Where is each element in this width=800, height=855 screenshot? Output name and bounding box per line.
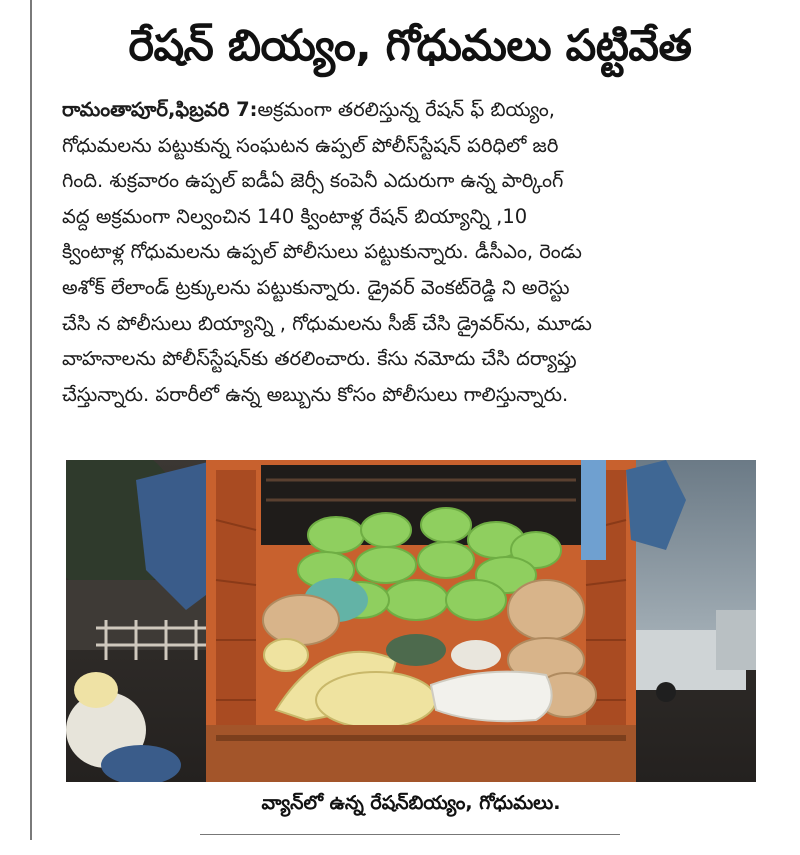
article-line-5: క్వింటాళ్ల గోధుమలను ఉప్పల్ పోలీసులు పట్టుకున్నారు. డీసీఎం, రెండు: [62, 240, 582, 264]
article-line-6: అశోక్ లేలాండ్ ట్రక్కులను పట్టుకున్నారు. డ్రైవర్ వెంకట్‌రెడ్డి ని అరెస్టు: [62, 275, 570, 299]
truck-with-bags-illustration: [66, 460, 756, 782]
white-bag: [431, 672, 552, 722]
article-line-2: గోధుమలను పట్టుకున్న సంఘటన ఉప్పల్ పోలీస్‌స్టేషన్ పరిధిలో జరి: [62, 133, 559, 157]
dark-bag: [386, 634, 446, 666]
dateline: రామంతాపూర్,ఫిబ్రవరి 7:: [62, 98, 258, 121]
background-truck-wheel: [656, 682, 676, 702]
tailgate-stripe: [216, 735, 626, 741]
truck-tailgate: [206, 725, 636, 782]
photo-caption: వ్యాన్‌లో ఉన్న రేషన్‌బియ్యం, గోధుమలు.: [261, 792, 561, 814]
article-line-4: వద్ద అక్రమంగా నిల్వంచిన 140 క్వింటాళ్ల రేషన్ బియ్యాన్ని ,10: [62, 204, 528, 228]
article-line-3: గింది. శుక్రవారం ఉప్పల్ ఐడీఏ జెర్సీ కంపెనీ ఎదురుగా ఉన్న పార్కింగ్: [62, 169, 564, 193]
white-bag-small: [451, 640, 501, 670]
article-line-7: చేసి న పోలీసులు బియ్యాన్ని , గోధుమలను సీజ్ చేసి డ్రైవర్‌ను, మూడు: [62, 311, 592, 335]
news-photo: [66, 460, 756, 782]
background-truck-cabin: [716, 610, 756, 670]
article-line-9: చేస్తున్నారు. పరారీలో ఉన్న అబ్బును కోసం పోలీసులు గాలిస్తున్నారు.: [62, 382, 569, 406]
caption-rule: [200, 834, 620, 835]
yellow-sack-left: [74, 672, 118, 708]
article-body: [62, 92, 760, 412]
article-line-8: వాహనాలను పోలీస్‌స్టేషన్‌కు తరలించారు. కేసు నమోదు చేసి దర్యాప్తు: [62, 347, 577, 371]
article-line-1-text: అక్రమంగా తరలిస్తున్న రేషన్ ఫ్ బియ్యం,: [257, 98, 555, 121]
article-line-1: [62, 92, 760, 128]
headline: రేషన్ బియ్యం, గోధుమలు పట్టివేత: [128, 21, 692, 71]
hanging-cloth: [581, 460, 606, 560]
column-rule: [30, 0, 32, 840]
